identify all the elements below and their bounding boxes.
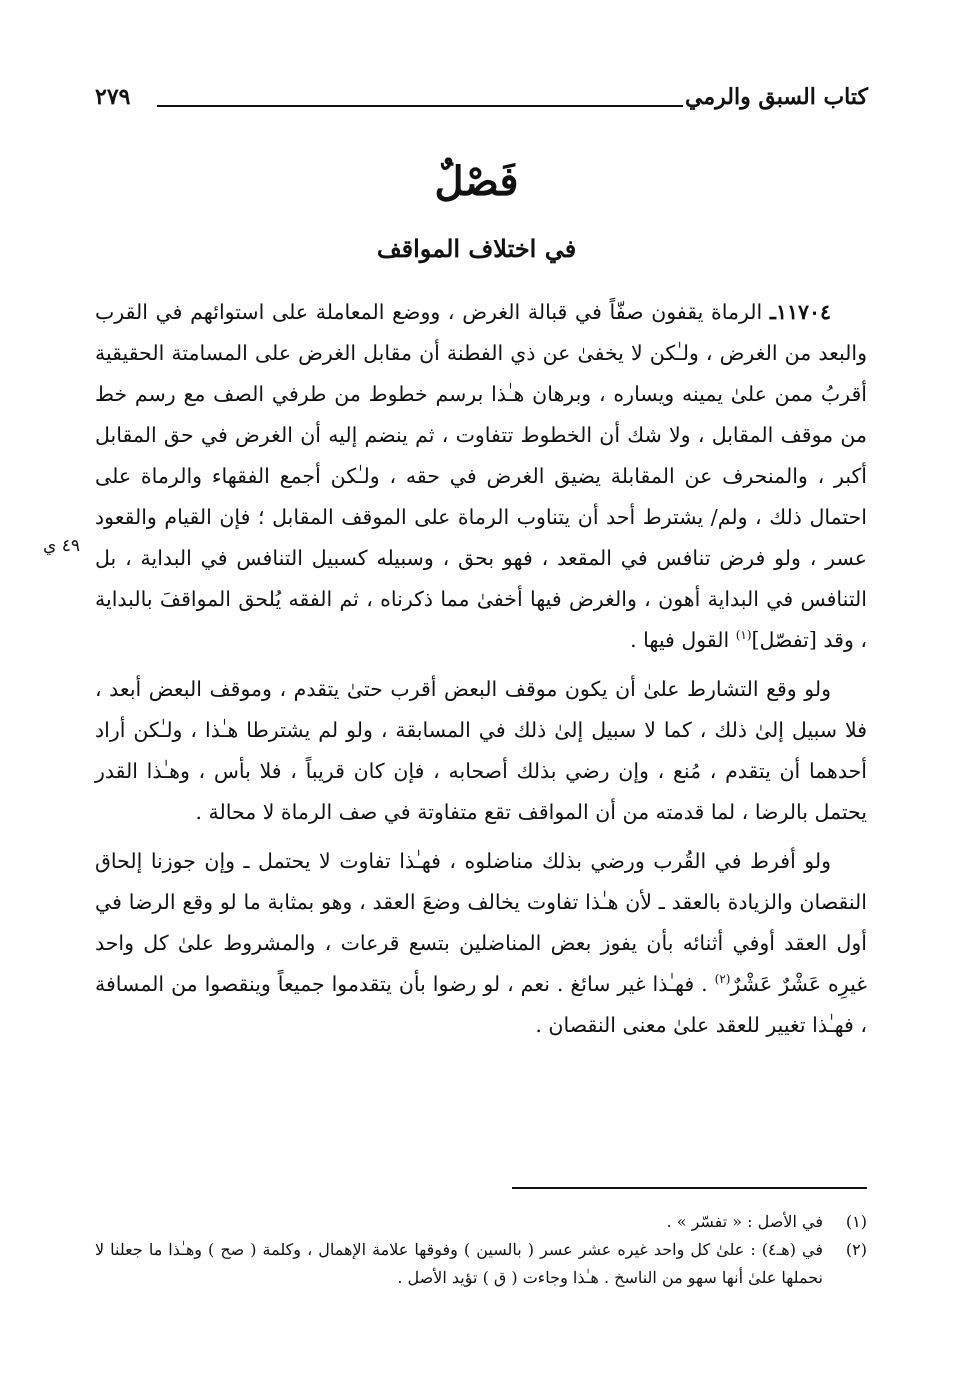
footnote-ref: (٢) <box>714 972 731 987</box>
paragraph-text: القول فيها . <box>630 628 736 652</box>
footnote-2 <box>95 1236 867 1292</box>
paragraph-text: الرماة يقفون صفّاً في قبالة الغرض ، ووضع المعاملة على استوائهم في القرب والبعد من الغرض ، ولـٰكن لا يخفىٰ عن ذي الفطنة أن مقابل الغرض على المسامتة الحقيقية أقربُ ممن علىٰ يمينه ويساره ، وبرهان هـٰذا برسم خطوط من طرفي الصف مع رسم خط من موقف المقابل ، ولا شك أن الخطوط تتفاوت ، ثم ينضم إليه أن الغرض في حق المقابل أكبر ، والمنحرف عن المقابلة يضيق الغرض في حقه ، ولـٰكن أجمع الفقهاء والرماة على احتمال ذلك ، ولم/ يشترط أحد أن يتناوب الرماة على الموقف المقابل ؛ فإن القيام والقعود عسر ، ولو فرض تنافس في المقعد ، فهو بحق ، وسبيله كسبيل التنافس في البداية ، بل التنافس في البداية أهون ، والغرض فيها أخفىٰ مما ذكرناه ، ثم الفقه يُلحق المواقفَ بالبداية ، وقد [تفصّل] <box>95 300 867 652</box>
footnote-1 <box>95 1208 867 1236</box>
section-title: في اختلاف المواقف <box>376 234 577 263</box>
paragraph-1 <box>95 292 867 661</box>
paragraph-3 <box>95 841 867 1046</box>
body-text <box>95 292 867 1054</box>
page-number: ٢٧٩ <box>95 84 131 110</box>
footnote-text: في الأصل : « تفسّر » . <box>666 1212 823 1231</box>
footnote-text: في (هـ٤) : علىٰ كل واحد غيره عشر عسر ( بالسين ) وفوقها علامة الإهمال ، وكلمة ( صح ) وهـٰذا ما جعلنا لا نحملها علىٰ أنها سهو من الناسخ . هـٰذا وجاءت ( ق ) تؤيد الأصل . <box>95 1240 824 1287</box>
footnote-number: (٢) <box>845 1240 867 1259</box>
footnote-number: (١) <box>845 1212 867 1231</box>
page-header <box>95 78 868 118</box>
paragraph-text: . فهـٰذا غير سائغ . نعم ، لو رضوا بأن يتقدموا جميعاً وينقصوا من المسافة ، فهـٰذا تغيير للعقد علىٰ معنى النقصان . <box>95 972 867 1037</box>
paragraph-2: ولو وقع التشارط علىٰ أن يكون موقف البعض أقرب حتىٰ يتقدم ، وموقف البعض أبعد ، فلا سبيل إلىٰ ذلك ، كما لا سبيل إلىٰ ذلك في المسابقة ، ولو لم يشترطا هـٰذا ، ولـٰكن أراد أحدهما أن يتقدم ، مُنع ، وإن رضي بذلك أصحابه ، فإن كان قريباً ، فلا بأس ، وهـٰذا القدر يحتمل بالرضا ، لما قدمته من أن المواقف تقع متفاوتة في صف الرماة لا محالة . <box>95 677 867 824</box>
margin-note: ٤٩ ي <box>43 536 80 556</box>
footnote-ref: (١) <box>735 628 752 643</box>
book-title: كتاب السبق والرمي <box>685 84 868 110</box>
section-mark: فَصْلٌ <box>434 158 519 205</box>
footnotes <box>95 1208 867 1292</box>
footnote-rule <box>512 1187 867 1189</box>
paragraph-number: ١١٧٠٤ـ <box>769 300 831 324</box>
paragraph-text: ولو أفرط في القُرب ورضي بذلك مناضلوه ، فهـٰذا تفاوت لا يحتمل ـ وإن جوزنا إلحاق النقصان والزيادة بالعقد ـ لأن هـٰذا تفاوت يخالف وضعَ العقد ، وهو بمثابة ما لو وقع الرضا في أول العقد أوفي أثنائه بأن يفوز بعض المناضلين بتسع قرعات ، والمشروط علىٰ كل واحد غيرِه عَشْرٌ عَشْرٌ <box>95 849 867 996</box>
header-rule <box>157 105 683 107</box>
